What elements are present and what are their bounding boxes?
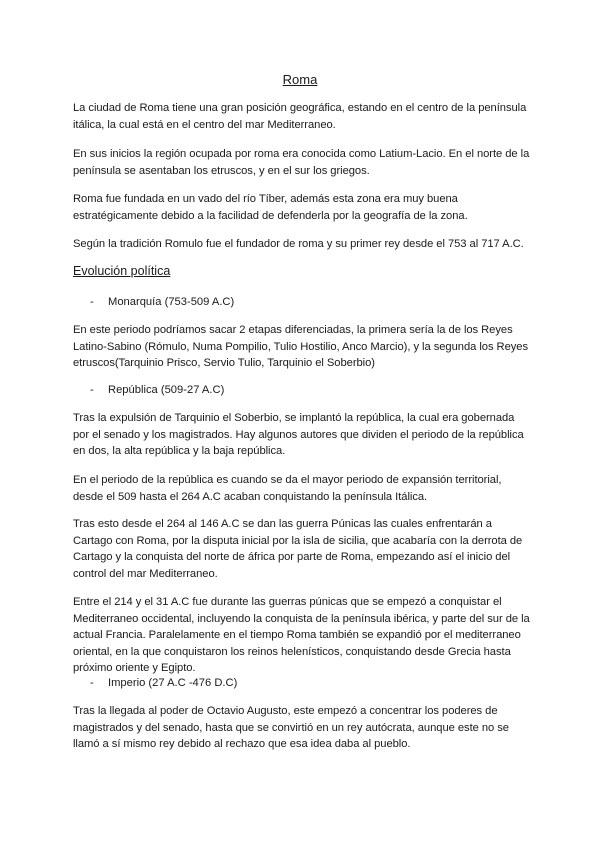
page-title: Roma [282, 72, 318, 87]
imperio-paragraph: Tras la llegada al poder de Octavio Augusto, este empezó a concentrar los poderes de magistrados y del senado, hasta que se convirtió en un rey autócrata, aunque este no se llamó a sí mismo rey debido al rechazo que esa idea daba al pueblo. [73, 705, 509, 750]
republica-paragraph-2: En el periodo de la república es cuando se da el mayor periodo de expansión territorial, desde el 509 hasta el 264 A.C acaban conquistando la península Itálica. [73, 474, 502, 503]
monarquia-paragraph: En este periodo podríamos sacar 2 etapas diferenciadas, la primera sería la de los Reyes Latino-Sabino (Rómulo, Numa Pompilio, Tulio Hostilio, Anco Marcio), y la segunda los Reyes etruscos(Tarquinio Prisco, Servio Tulio, Tarquinio el Soberbio) [73, 324, 529, 369]
republica-paragraph-3: Tras esto desde el 264 al 146 A.C se dan las guerra Púnicas las cuales enfrentarán a Cartago con Roma, por la disputa inicial por la isla de sicilia, que acabaría con la derrota de Cartago y la conquista del norte de áfrica por parte de Roma, empezando así el inicio del control del mar Mediterraneo. [73, 518, 523, 580]
intro-paragraph-origins: En sus inicios la región ocupada por roma era conocida como Latium-Lacio. En el norte de la península se asentaban los etruscos, y en el sur los griegos. [73, 148, 530, 177]
bullet-monarquia [90, 294, 234, 310]
bullet-dash: - [90, 384, 94, 396]
bullet-monarquia-label: Monarquía (753-509 A.C) [108, 296, 235, 308]
bullet-republica-label: República (509-27 A.C) [108, 384, 225, 396]
intro-paragraph-geography: La ciudad de Roma tiene una gran posición geográfica, estando en el centro de la península itálica, la cual está en el centro del mar Mediterraneo. [73, 102, 527, 131]
intro-paragraph-romulus: Según la tradición Romulo fue el fundador de roma y su primer rey desde el 753 al 717 A.C. [73, 238, 524, 250]
bullet-dash: - [90, 677, 94, 689]
intro-paragraph-foundation: Roma fue fundada en un vado del río Tíber, además esta zona era muy buena estratégicamente debido a la facilidad de defenderla por la geografía de la zona. [73, 193, 468, 222]
republica-paragraph-1: Tras la expulsión de Tarquinio el Soberbio, se implantó la república, la cual era gobernada por el senado y los magistrados. Hay algunos autores que dividen el periodo de la república en dos, la alta república y la baja república. [73, 412, 524, 457]
bullet-dash: - [90, 296, 94, 308]
bullet-republica [90, 382, 224, 398]
bullet-imperio-label: Imperio (27 A.C -476 D.C) [108, 677, 238, 689]
bullet-imperio [90, 675, 237, 691]
section-heading-evolucion: Evolución política [73, 264, 171, 278]
republica-paragraph-4: Entre el 214 y el 31 A.C fue durante las guerras púnicas que se empezó a conquistar el Mediterraneo occidental, incluyendo la conquista de la península ibérica, y parte del sur de la actual Francia. Paralelamente en el tiempo Roma también se expandió por el mediterraneo oriental, en la que conquistaron los reinos helenísticos, conquistando desde Grecia hasta próximo oriente y Egipto. [73, 596, 530, 674]
